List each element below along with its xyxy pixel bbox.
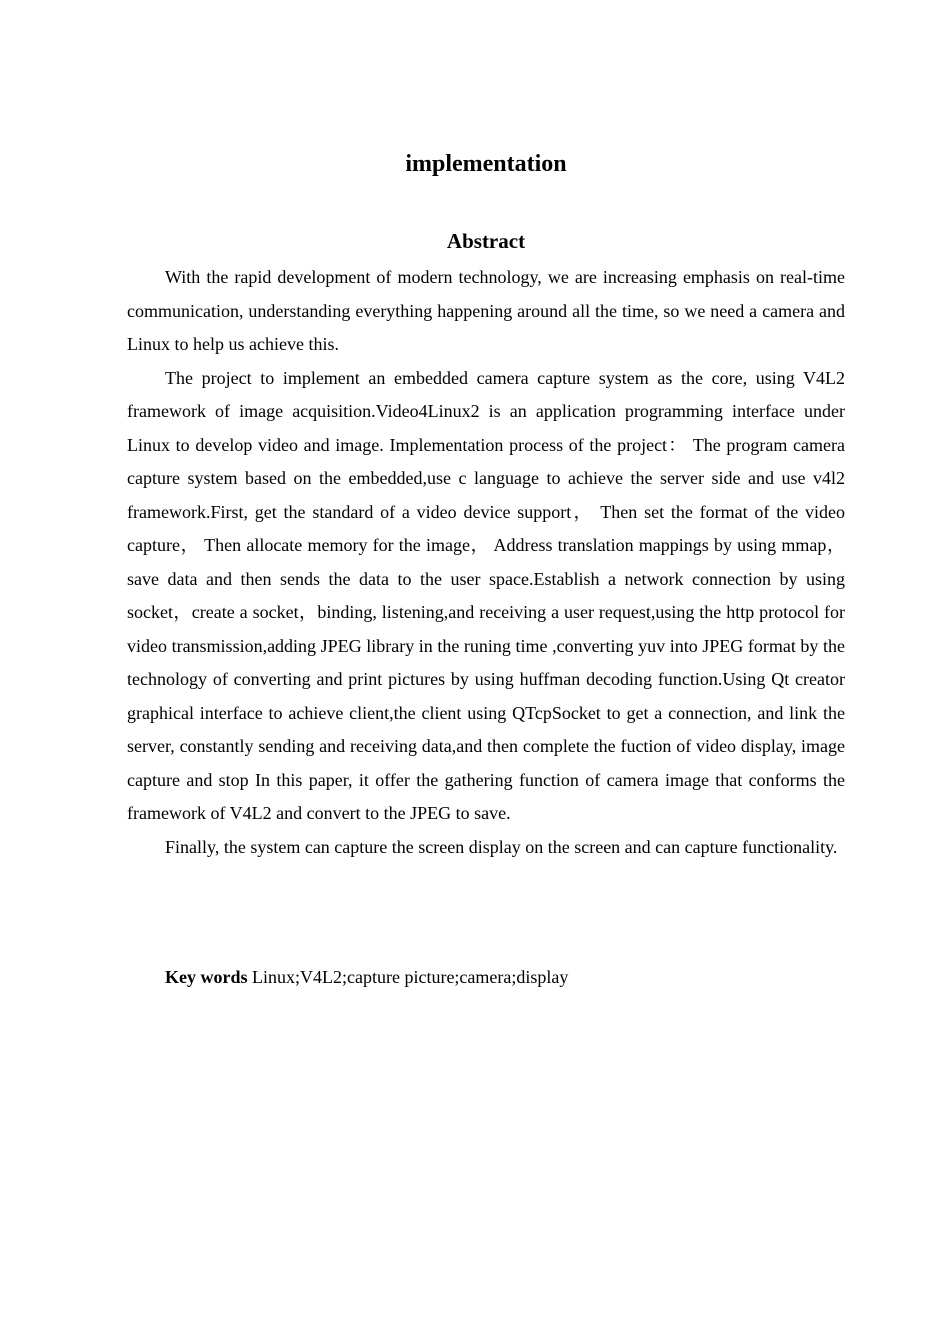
document-title: implementation: [405, 151, 567, 177]
abstract-paragraph-2: The project to implement an embedded camera capture system as the core, using V4L2 framework of image acquisition.Video4Linux2 is an application programming interface under Linux to develop video and image. Implementation process of the project： The program camera capture system based on the embedded,use c language to achieve the server side and use v4l2 framework.First, get the standard of a video device support， Then set the format of the video capture， Then allocate memory for the image， Address translation mappings by using mmap， save data and then sends the data to the user space.Establish a network connection by using socket，create a socket，binding, listening,and receiving a user request,using the http protocol for video transmission,adding JPEG library in the runing time ,converting yuv into JPEG format by the technology of converting and print pictures by using huffman decoding function.Using Qt creator graphical interface to achieve client,the client using QTcpSocket to get a connection, and link the server, constantly sending and receiving data,and then complete the fuction of video display, image capture and stop In this paper, it offer the gathering function of camera image that conforms the framework of V4L2 and convert to the JPEG to save.: [127, 367, 845, 823]
abstract-paragraph-3: Finally, the system can capture the screen display on the screen and can capture functionality.: [165, 836, 838, 857]
keywords-value: Linux;V4L2;capture picture;camera;display: [247, 967, 569, 987]
keywords-line: [165, 961, 568, 994]
abstract-paragraph-1: With the rapid development of modern technology, we are increasing emphasis on real-time communication, understanding everything happening around all the time, so we need a camera and Linux to help us achieve this.: [127, 267, 845, 354]
abstract-body: [127, 261, 845, 864]
abstract-heading: Abstract: [446, 229, 526, 253]
keywords-label: Key words: [165, 967, 248, 987]
